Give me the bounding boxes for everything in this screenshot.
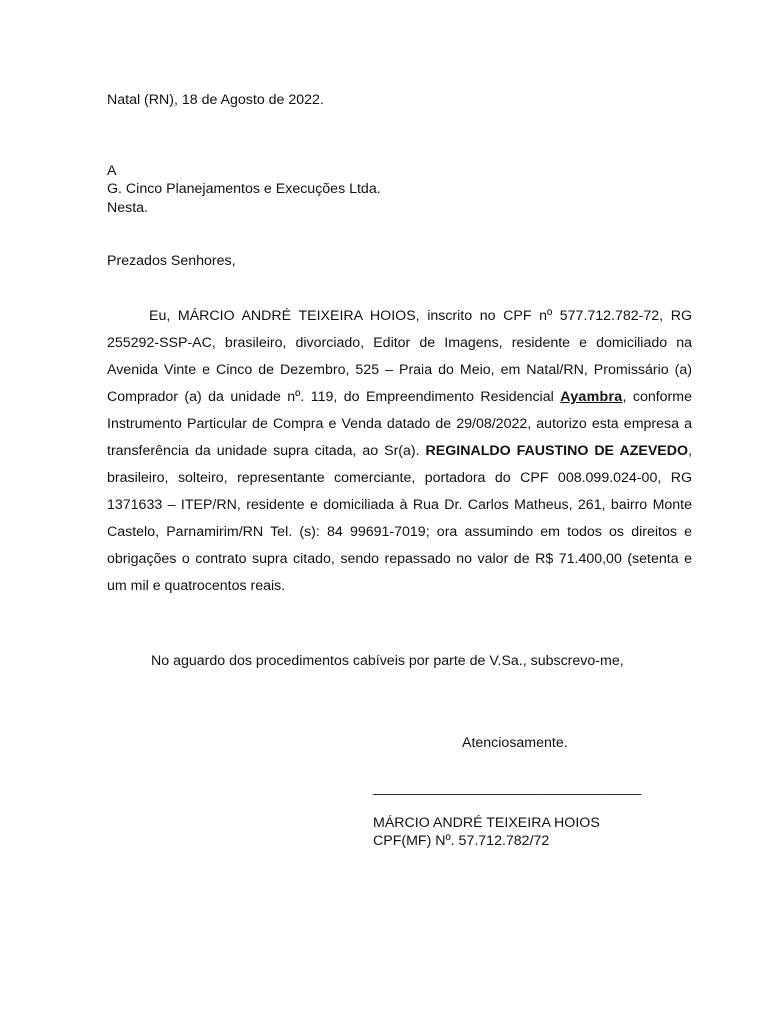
transferee-name: REGINALDO FAUSTINO DE AZEVEDO	[425, 443, 689, 459]
body-text-part-2: , conforme Instrumento Particular de Compra e Venda datado de 29/08/2022, autorizo esta empresa a transferência da unidade supra citada, ao Sr(a).	[107, 389, 692, 459]
recipient-location: Nesta.	[107, 200, 149, 216]
project-name: Ayambra	[560, 389, 623, 405]
signature-line: __________________________________	[373, 780, 642, 796]
body-text-part-1: Eu, MÁRCIO ANDRÉ TEIXEIRA HOIOS, inscrito no CPF nº 577.712.782-72, RG 255292-SSP-AC, brasileiro, divorciado, Editor de Imagens, residente e domiciliado na Avenida Vinte e Cinco de Dezembro, 525 – Praia do Meio, em Natal/RN, Promissário (a) Comprador (a) da unidade nº. 119, do Empreendimento Residencial	[107, 308, 692, 405]
closing-request: No aguardo dos procedimentos cabíveis por parte de V.Sa., subscrevo-me,	[151, 653, 624, 669]
closing: Atenciosamente.	[462, 735, 568, 751]
salutation: Prezados Senhores,	[107, 253, 236, 269]
body-paragraph	[107, 303, 692, 600]
signer-cpf: CPF(MF) Nº. 57.712.782/72	[373, 833, 550, 849]
signer-name: MÁRCIO ANDRÉ TEIXEIRA HOIOS	[373, 815, 600, 831]
recipient-company: G. Cinco Planejamentos e Execuções Ltda.	[107, 181, 381, 197]
body-text-part-3: , brasileiro, solteiro, representante comerciante, portadora do CPF 008.099.024-00, RG 1371633 – ITEP/RN, residente e domiciliada à Rua Dr. Carlos Matheus, 261, bairro Monte Castelo, Parnamirim/RN Tel. (s): 84 99691-7019; ora assumindo em todos os direitos e obrigações o contrato supra citado, sendo repassado no valor de R$ 71.400,00 (setenta e um mil e quatrocentos reais.	[107, 443, 692, 594]
date-line: Natal (RN), 18 de Agosto de 2022.	[107, 92, 324, 108]
recipient-prefix: A	[107, 163, 117, 179]
